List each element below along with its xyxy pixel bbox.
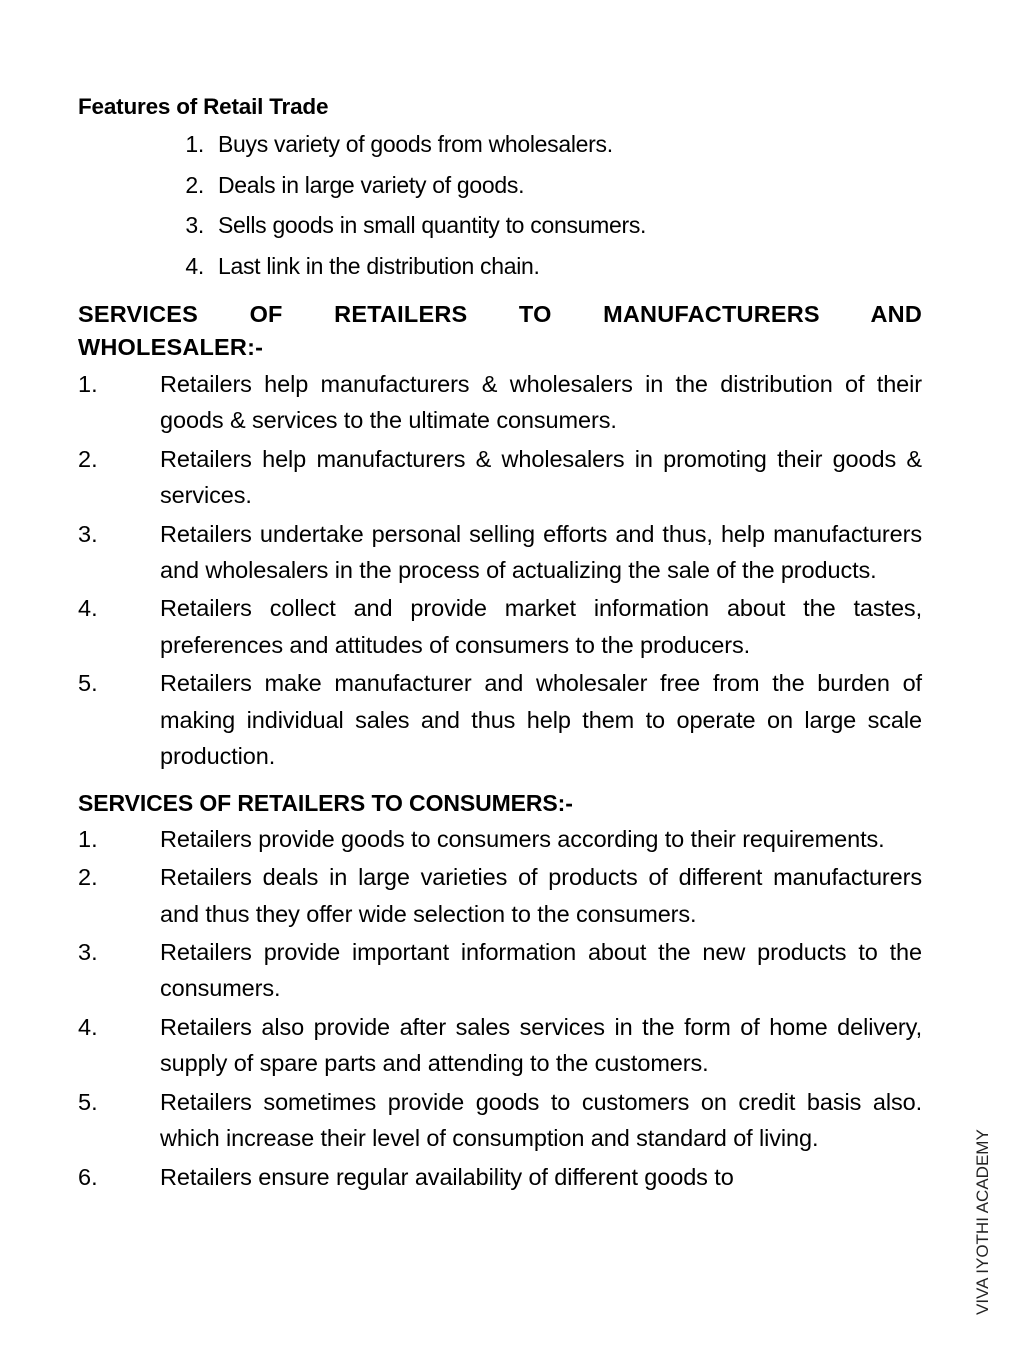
list-item-number: 5. (78, 1088, 98, 1115)
list-item-number: 1. (78, 825, 98, 852)
list-item-text: Retailers provide important information about the new products to the consumers. (160, 939, 922, 1002)
list-item (166, 124, 922, 164)
document-body (78, 92, 922, 1197)
list-item (166, 205, 922, 245)
list-item-text: Deals in large variety of goods. (218, 171, 525, 198)
list-item (78, 934, 922, 1007)
consumer-services-list (78, 821, 922, 1195)
list-item (78, 821, 922, 857)
list-item-number: 2. (78, 864, 98, 891)
list-item-number: 4. (185, 252, 204, 279)
list-item-text: Retailers also provide after sales services in the form of home delivery, supply of spare parts and attending to the customers. (160, 1013, 922, 1077)
page-watermark: VIVA IYOTHI ACADEMY (973, 1129, 992, 1315)
list-item-number: 5. (78, 670, 98, 697)
list-item-text: Buys variety of goods from wholesalers. (218, 131, 613, 158)
list-item-number: 3. (78, 520, 98, 547)
list-item-text: Retailers help manufacturers & wholesalers in promoting their goods & services. (160, 445, 922, 509)
section-heading-consumers: SERVICES OF RETAILERS TO CONSUMERS:- (78, 789, 573, 816)
list-item-number: 1. (78, 370, 98, 397)
section-heading-manufacturers-line2: WHOLESALER:- (78, 334, 264, 361)
list-item-number: 3. (78, 939, 98, 965)
list-item-text: Retailers make manufacturer and wholesaler free from the burden of making individual sales and thus help them to operate on large scale production. (160, 670, 922, 770)
list-item-text: Retailers undertake personal selling efforts and thus, help manufacturers and wholesalers in the process of actualizing the sale of the products. (160, 520, 922, 584)
list-item-text: Sells goods in small quantity to consumers. (218, 212, 647, 239)
list-item-text: Retailers ensure regular availability of different goods to (160, 1163, 734, 1190)
list-item (166, 165, 922, 205)
features-list (166, 124, 922, 286)
list-item-text: Retailers provide goods to consumers according to their requirements. (160, 825, 885, 852)
section-heading-manufacturers-line1: SERVICES OF RETAILERS TO MANUFACTURERS AND (78, 301, 922, 328)
list-item (78, 1084, 922, 1157)
list-item (78, 665, 922, 774)
section-heading-features: Features of Retail Trade (78, 94, 329, 119)
list-item-text: Retailers help manufacturers & wholesalers in the distribution of their goods & services to the ultimate consumers. (160, 370, 922, 434)
list-item (78, 1009, 922, 1082)
list-item (78, 590, 922, 663)
list-item (78, 366, 922, 439)
list-item-text: Retailers sometimes provide goods to customers on credit basis also. which increase their level of consumption and standard of living. (160, 1088, 922, 1152)
list-item-number: 1. (185, 131, 204, 158)
list-item-number: 4. (78, 595, 98, 622)
list-item (78, 516, 922, 589)
list-item-number: 6. (78, 1163, 98, 1190)
list-item-text: Retailers deals in large varieties of products of different manufacturers and thus they offer wide selection to the consumers. (160, 864, 922, 927)
manufacturer-services-list (78, 366, 922, 775)
list-item-number: 4. (78, 1013, 98, 1040)
list-item-number: 2. (78, 445, 98, 472)
section-heading-manufacturers (78, 298, 922, 364)
list-item (78, 441, 922, 514)
list-item-text: Retailers collect and provide market information about the tastes, preferences and attitudes of consumers to the producers. (160, 595, 922, 658)
list-item-number: 3. (185, 212, 204, 239)
list-item-number: 2. (185, 171, 204, 198)
list-item-text: Last link in the distribution chain. (218, 252, 540, 279)
list-item (78, 859, 922, 932)
list-item (166, 246, 922, 286)
list-item (78, 1159, 922, 1195)
